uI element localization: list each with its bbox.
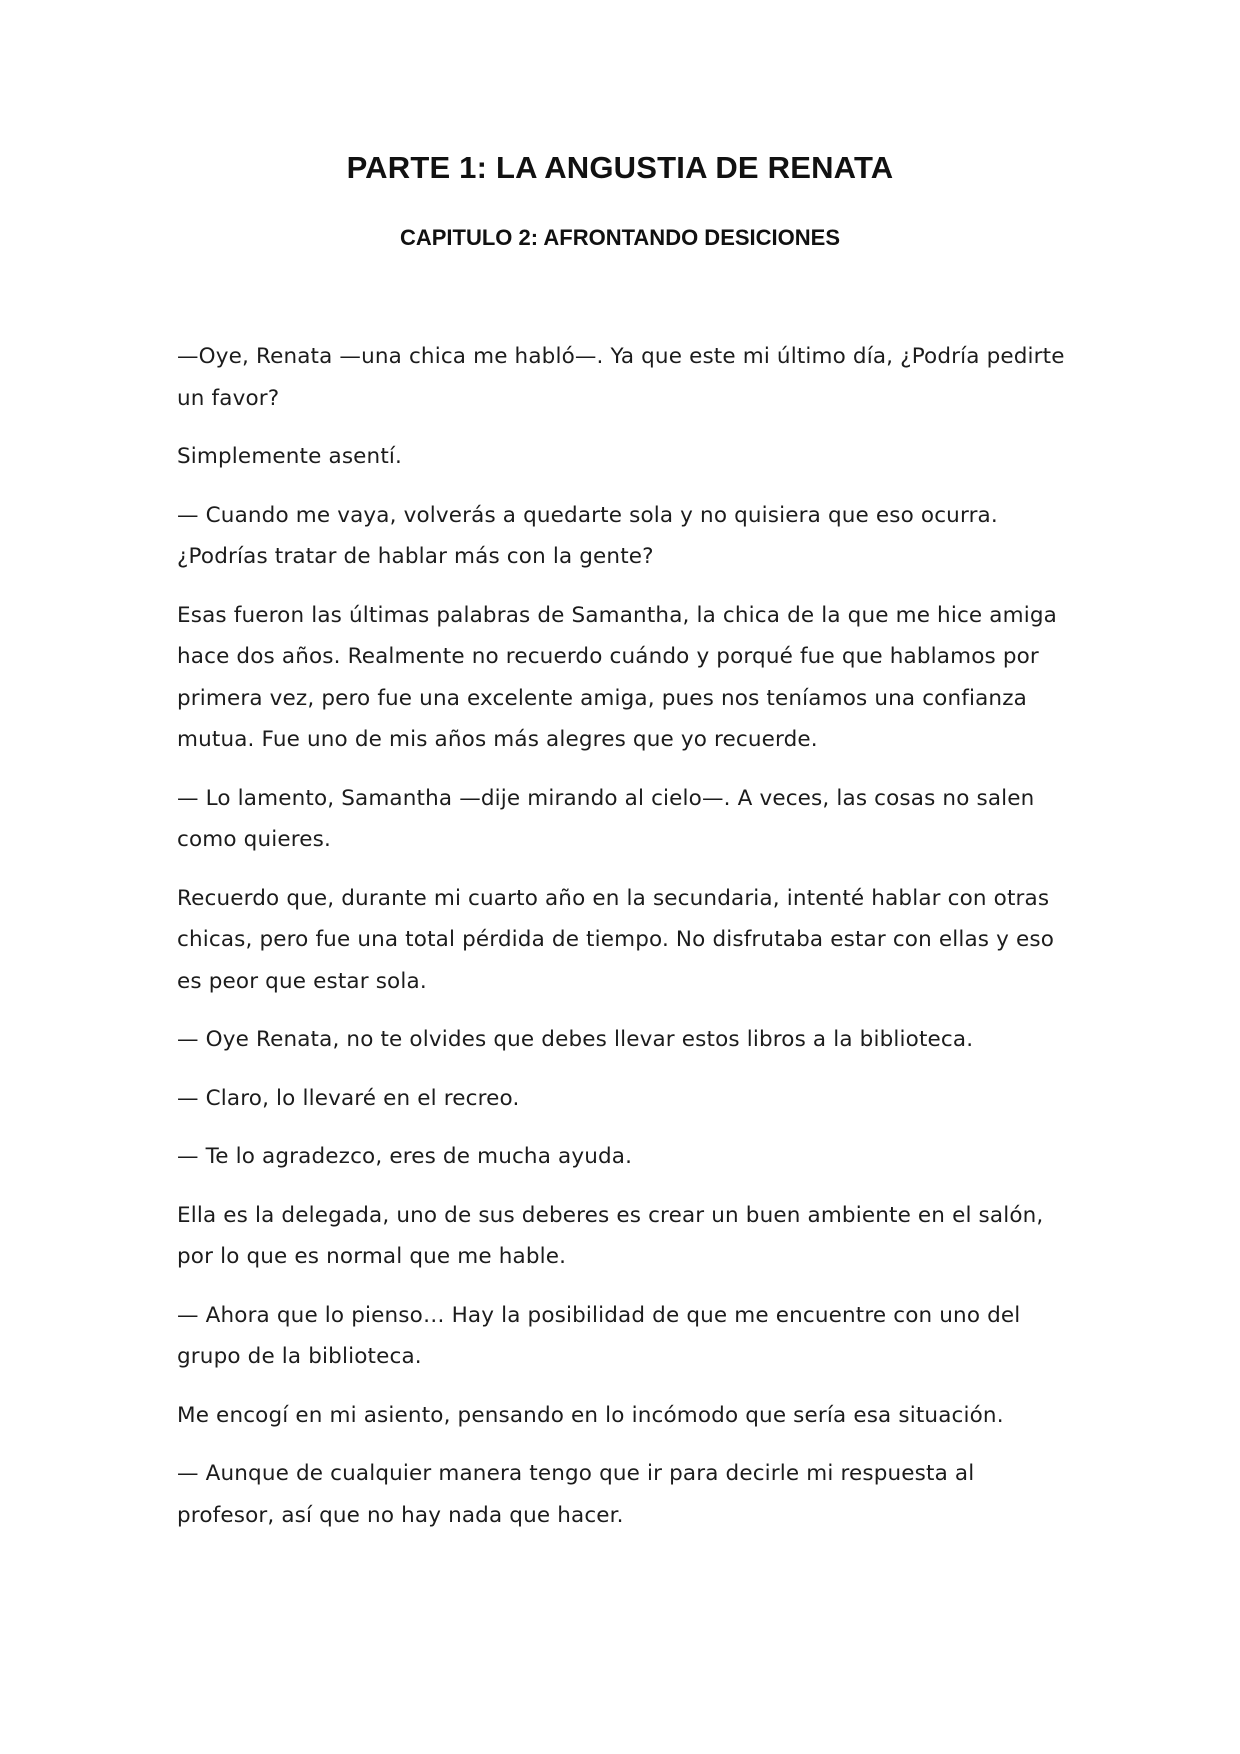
part-title: PARTE 1: LA ANGUSTIA DE RENATA xyxy=(346,150,894,185)
paragraph: — Cuando me vaya, volverás a quedarte sola y no quisiera que eso ocurra. ¿Podrías tratar de hablar más con la gente? xyxy=(177,502,998,569)
paragraph: Recuerdo que, durante mi cuarto año en la secundaria, intenté hablar con otras chicas, pero fue una total pérdida de tiempo. No disfrutaba estar con ellas y eso es peor que estar sola. xyxy=(177,885,1055,994)
paragraph: Me encogí en mi asiento, pensando en lo incómodo que sería esa situación. xyxy=(177,1402,1004,1428)
paragraph: Esas fueron las últimas palabras de Samantha, la chica de la que me hice amiga hace dos años. Realmente no recuerdo cuándo y porqué fue que hablamos por primera vez, pero fue una excelente amiga, pues nos teníamos una confianza mutua. Fue uno de mis años más alegres que yo recuerde. xyxy=(177,602,1057,752)
paragraph: — Te lo agradezco, eres de mucha ayuda. xyxy=(177,1144,633,1169)
paragraph: —Oye, Renata —una chica me habló—. Ya que este mi último día, ¿Podría pedirte un favor? xyxy=(177,344,1065,411)
paragraph: — Aunque de cualquier manera tengo que ir para decirle mi respuesta al profesor, así que no hay nada que hacer. xyxy=(177,1461,975,1528)
chapter-title: CAPITULO 2: AFRONTANDO DESICIONES xyxy=(399,225,840,250)
paragraph: — Oye Renata, no te olvides que debes llevar estos libros a la biblioteca. xyxy=(177,1027,974,1052)
chapter-body xyxy=(177,336,1067,1553)
paragraph: Ella es la delegada, uno de sus deberes es crear un buen ambiente en el salón, por lo que es normal que me hable. xyxy=(177,1202,1044,1269)
paragraph: — Claro, lo llevaré en el recreo. xyxy=(177,1085,520,1111)
paragraph: — Lo lamento, Samantha —dije mirando al cielo—. A veces, las cosas no salen como quieres. xyxy=(177,785,1035,852)
paragraph: — Ahora que lo pienso… Hay la posibilidad de que me encuentre con uno del grupo de la biblioteca. xyxy=(177,1302,1021,1369)
paragraph: Simplemente asentí. xyxy=(177,444,403,469)
